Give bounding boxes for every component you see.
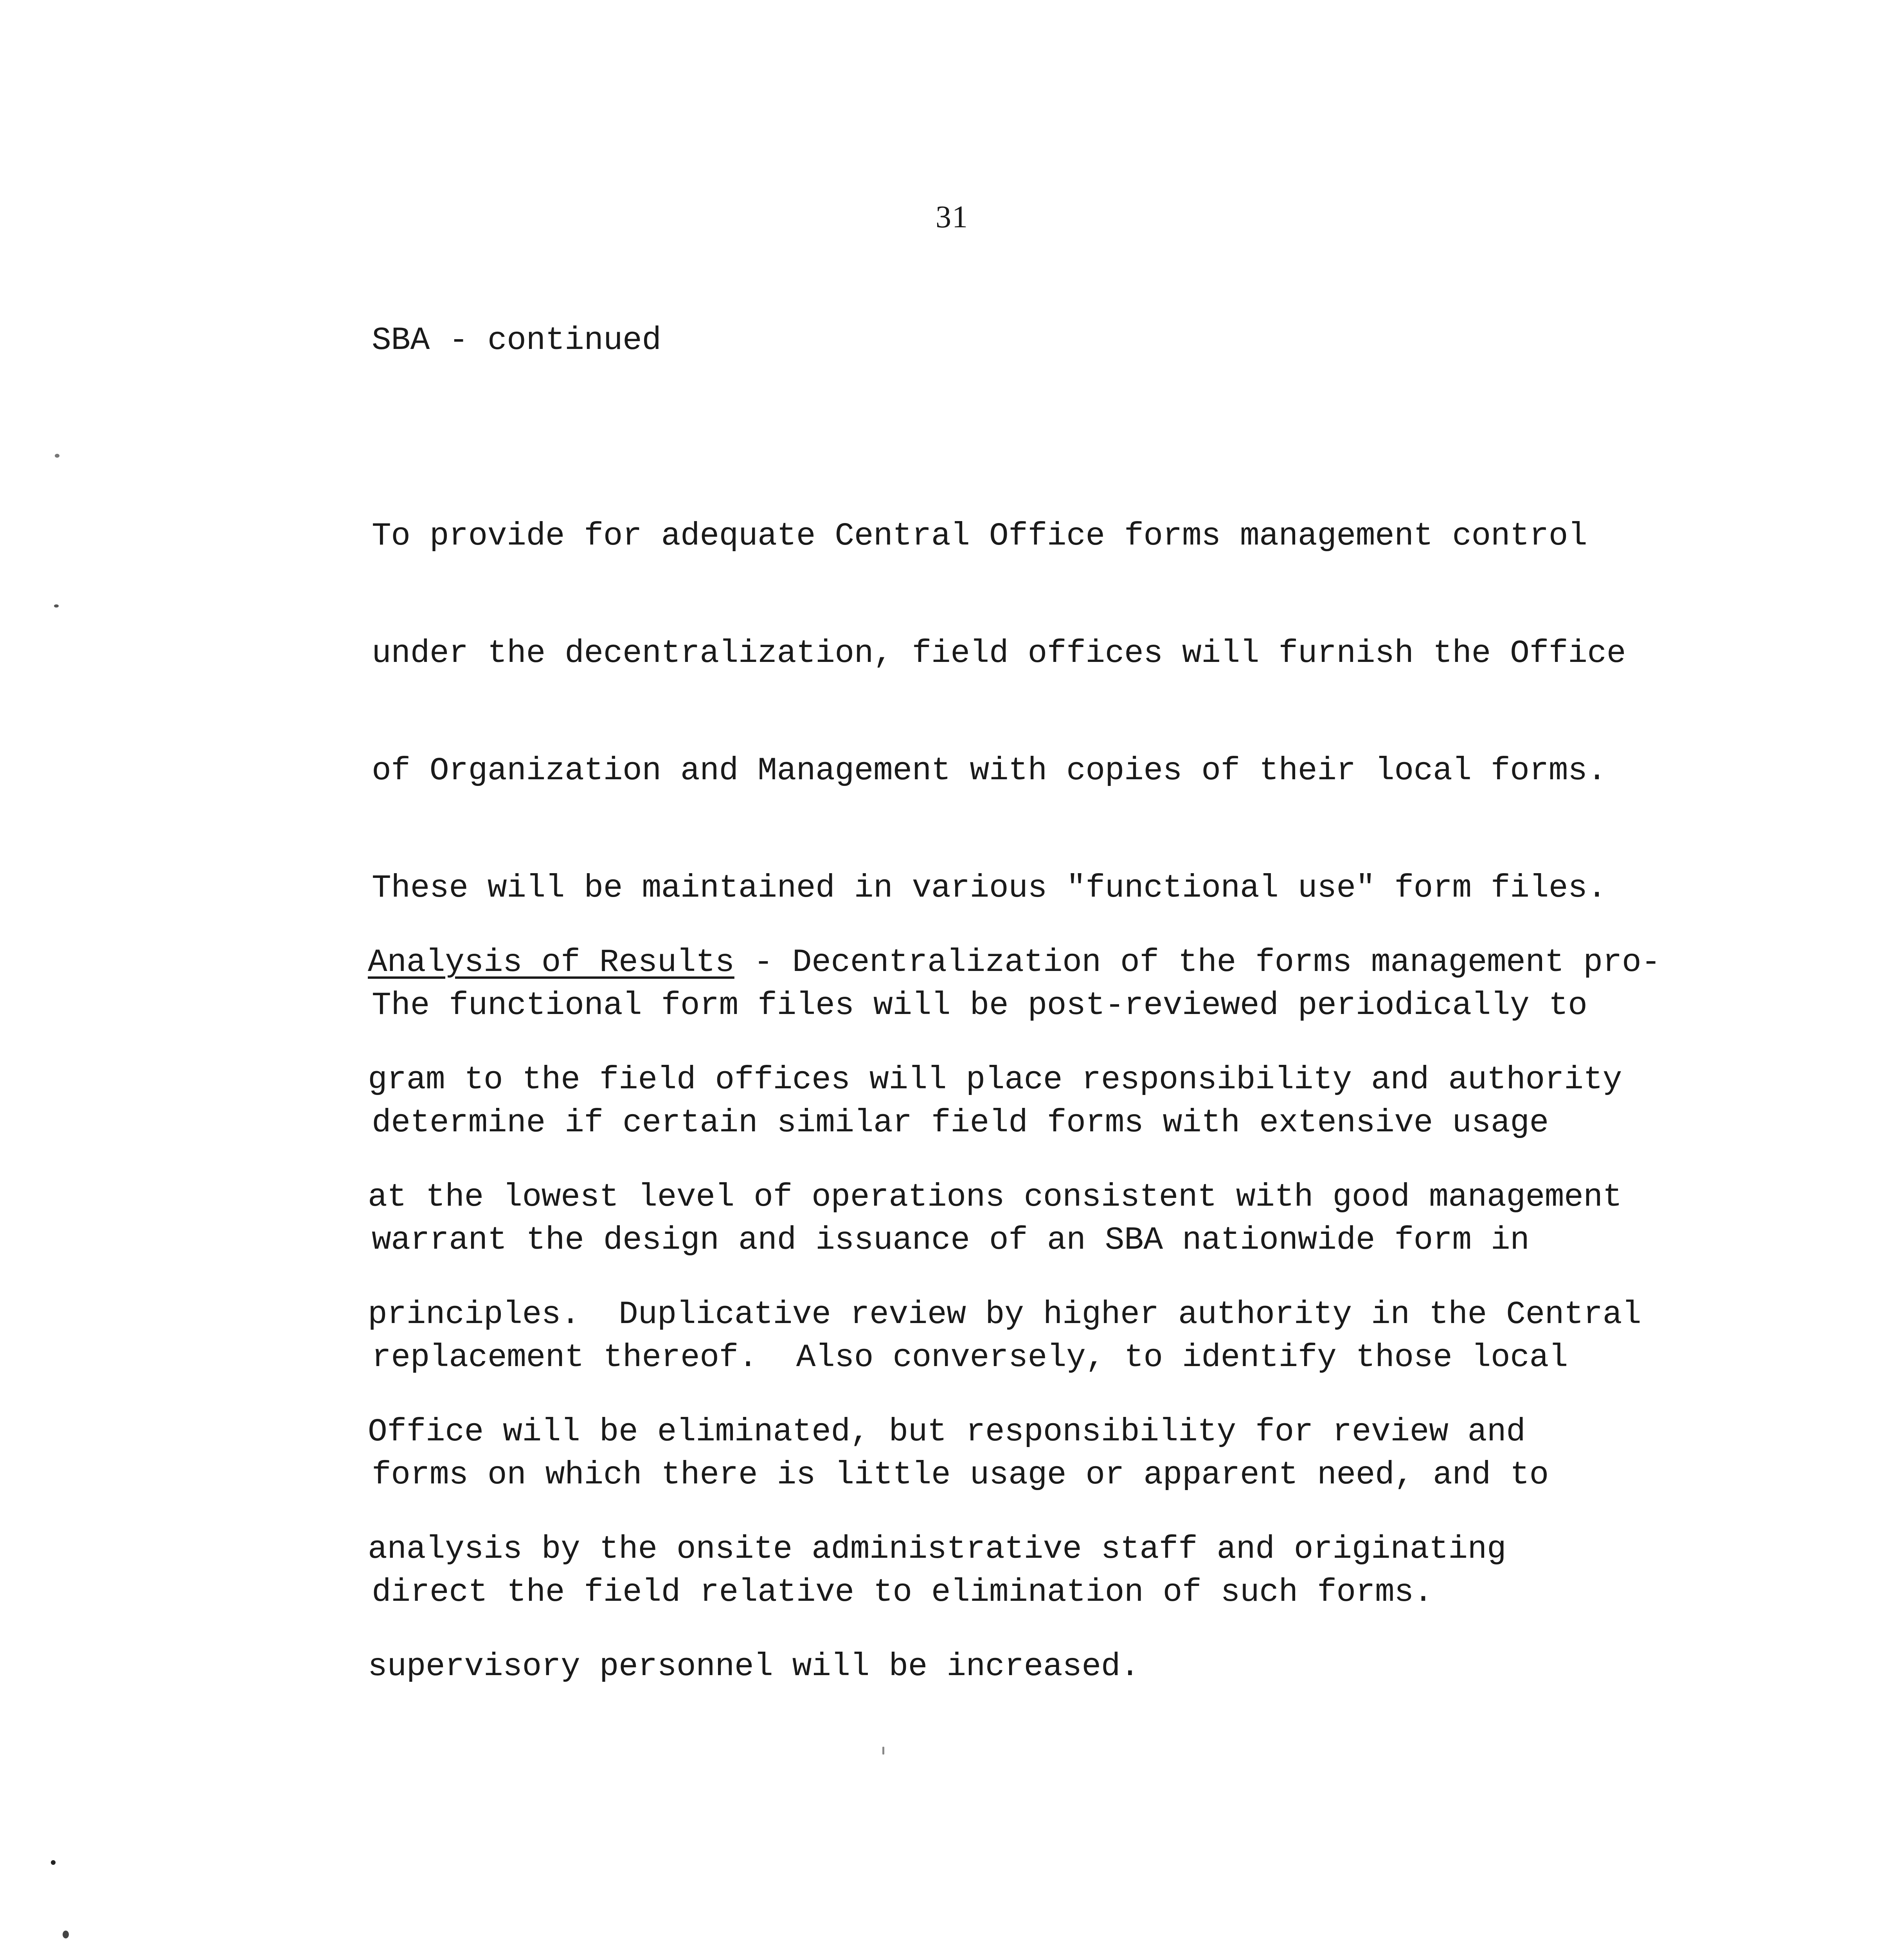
text-line: replacement thereof. Also conversely, to identify those local [372,1339,1568,1376]
page-number: 31 [936,200,968,234]
scan-speck [55,454,59,458]
scan-speck [54,604,59,608]
paragraph-analysis-of-results [368,865,1661,1764]
text-line: The functional form files will be post-reviewed periodically to [372,987,1587,1024]
text-line: To provide for adequate Central Office forms management control [372,518,1587,554]
text-line: These will be maintained in various "functional use" form files. [372,870,1607,906]
text-line [368,943,1661,982]
analysis-heading: Analysis of Results [368,944,734,981]
scan-speck [51,1860,56,1865]
text-line: of Organization and Management with copies of their local forms. [372,752,1607,789]
scan-speck [882,1747,884,1755]
section-heading: SBA - continued [372,322,661,359]
text-line: warrant the design and issuance of an SBA nationwide form in [372,1222,1530,1258]
text-line: forms on which there is little usage or apparent need, and to [372,1456,1549,1493]
analysis-first-line: - Decentralization of the forms management pro- [734,944,1661,981]
scan-speck [63,1931,69,1938]
text-line: principles. Duplicative review by higher authority in the Central [368,1296,1641,1333]
text-line: direct the field relative to elimination of such forms. [372,1574,1433,1611]
text-line: determine if certain similar field forms with extensive usage [372,1104,1549,1141]
text-line: Office will be eliminated, but responsibility for review and [368,1413,1526,1450]
text-line: under the decentralization, field offices will furnish the Office [372,635,1626,672]
text-line: supervisory personnel will be increased. [368,1648,1140,1685]
text-line: at the lowest level of operations consistent with good management [368,1179,1622,1215]
text-line: analysis by the onsite administrative staff and originating [368,1531,1506,1568]
text-line: gram to the field offices will place responsibility and authority [368,1061,1622,1098]
